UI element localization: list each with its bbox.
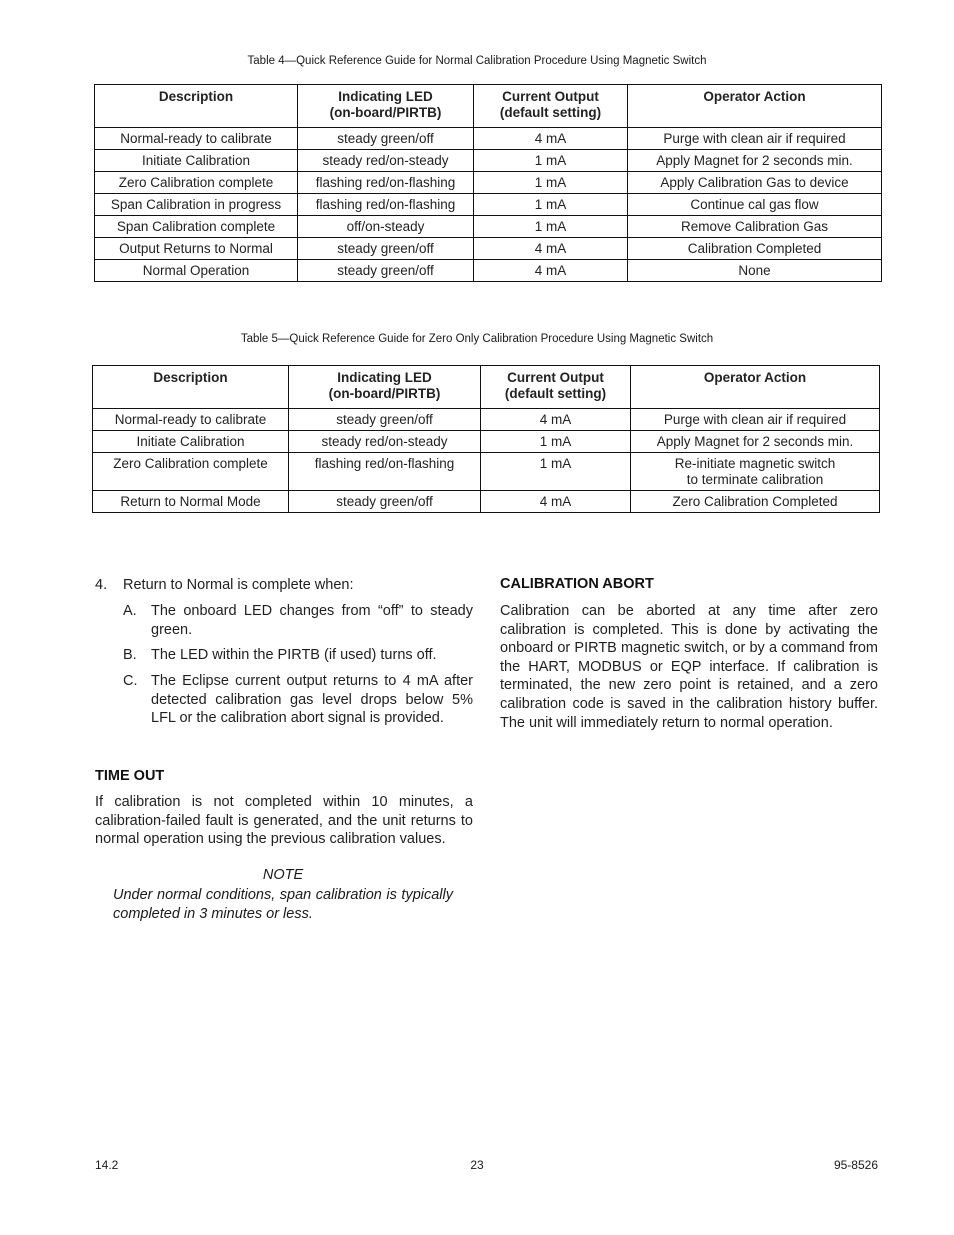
- table4-header-description: Description: [95, 85, 298, 128]
- table-row: [93, 409, 880, 431]
- step4-item-c-text: The Eclipse current output returns to 4 mA after detected calibration gas level drops below 5% LFL or the calibration abort signal is provided.: [151, 673, 473, 727]
- table-cell: Purge with clean air if required: [631, 409, 880, 431]
- calibration-abort-heading: CALIBRATION ABORT: [500, 576, 654, 592]
- time-out-text: If calibration is not completed within 10 minutes, a calibration-failed fault is generated, and the unit returns to normal operation using the previous calibration values.: [95, 794, 473, 848]
- table4-header-row: [95, 85, 882, 128]
- table-cell: 4 mA: [481, 409, 631, 431]
- footer-section-number: 14.2: [95, 1158, 119, 1172]
- table-row: [95, 172, 882, 194]
- table-cell: Return to Normal Mode: [93, 491, 289, 513]
- table-cell: Output Returns to Normal: [95, 238, 298, 260]
- table-cell: Normal-ready to calibrate: [93, 409, 289, 431]
- table-row: [95, 238, 882, 260]
- table-cell: 1 mA: [474, 150, 628, 172]
- table-cell: 1 mA: [474, 172, 628, 194]
- table-row: [93, 491, 880, 513]
- table-cell: Span Calibration complete: [95, 216, 298, 238]
- table-cell: Continue cal gas flow: [628, 194, 882, 216]
- table-cell: Apply Magnet for 2 seconds min.: [631, 431, 880, 453]
- table-cell: 4 mA: [474, 128, 628, 150]
- table-cell: steady red/on-steady: [289, 431, 481, 453]
- table4-header-current: Current Output (default setting): [474, 85, 628, 128]
- table-cell: steady red/on-steady: [298, 150, 474, 172]
- table-cell: flashing red/on-flashing: [289, 453, 481, 491]
- table4: [94, 84, 882, 282]
- table-row: [95, 216, 882, 238]
- table-cell: Apply Calibration Gas to device: [628, 172, 882, 194]
- table-cell: 1 mA: [474, 216, 628, 238]
- table-cell: Purge with clean air if required: [628, 128, 882, 150]
- step4-item-c-letter: C.: [123, 673, 138, 689]
- table4-caption: Table 4—Quick Reference Guide for Normal Calibration Procedure Using Magnetic Switch: [247, 55, 707, 67]
- table-cell: Initiate Calibration: [95, 150, 298, 172]
- step4-number: 4.: [95, 577, 108, 593]
- table-cell: Zero Calibration Completed: [631, 491, 880, 513]
- table-row: [93, 431, 880, 453]
- table-cell: 4 mA: [474, 238, 628, 260]
- table5-header-led: Indicating LED (on-board/PIRTB): [289, 366, 481, 409]
- table-row: [95, 128, 882, 150]
- table-cell: Calibration Completed: [628, 238, 882, 260]
- note-text: Under normal conditions, span calibration is typically completed in 3 minutes or less.: [113, 887, 453, 922]
- table-cell: steady green/off: [298, 128, 474, 150]
- table-cell: Normal Operation: [95, 260, 298, 282]
- table-cell: Remove Calibration Gas: [628, 216, 882, 238]
- table-row: [95, 150, 882, 172]
- table-cell: steady green/off: [289, 409, 481, 431]
- table-cell: Re-initiate magnetic switch to terminate calibration: [631, 453, 880, 491]
- table-cell: Initiate Calibration: [93, 431, 289, 453]
- table4-header-led: Indicating LED (on-board/PIRTB): [298, 85, 474, 128]
- table-cell: 1 mA: [481, 453, 631, 491]
- step4-item-a-letter: A.: [123, 603, 137, 619]
- time-out-heading: TIME OUT: [95, 768, 165, 784]
- table-cell: 1 mA: [481, 431, 631, 453]
- table-cell: steady green/off: [298, 238, 474, 260]
- step4-item-b-text: The LED within the PIRTB (if used) turns off.: [151, 647, 437, 663]
- step4-text: Return to Normal is complete when:: [123, 577, 354, 593]
- table-cell: Apply Magnet for 2 seconds min.: [628, 150, 882, 172]
- table4-header-action: Operator Action: [628, 85, 882, 128]
- footer-page-number: 23: [470, 1158, 484, 1172]
- table-row: [95, 260, 882, 282]
- calibration-abort-text: Calibration can be aborted at any time after zero calibration is completed. This is done by activating the onboard or PIRTB magnetic switch, or by a command from the HART, MODBUS or EQP interface. If calibration is terminated, the new zero point is retained, and a zero calibration code is saved in the calibration history buffer. The unit will immediately return to normal operation.: [500, 603, 878, 731]
- table-cell: 4 mA: [474, 260, 628, 282]
- table-cell: Span Calibration in progress: [95, 194, 298, 216]
- table5-caption: Table 5—Quick Reference Guide for Zero Only Calibration Procedure Using Magnetic Switch: [240, 333, 714, 345]
- table-cell: Normal-ready to calibrate: [95, 128, 298, 150]
- table-cell: Zero Calibration complete: [93, 453, 289, 491]
- table5-header-current: Current Output (default setting): [481, 366, 631, 409]
- table-cell: Zero Calibration complete: [95, 172, 298, 194]
- table-row: [93, 453, 880, 491]
- table-row: [95, 194, 882, 216]
- table-cell: 1 mA: [474, 194, 628, 216]
- table-cell: steady green/off: [298, 260, 474, 282]
- footer-document-number: 95-8526: [833, 1158, 878, 1172]
- table5-header-description: Description: [93, 366, 289, 409]
- step4-item-b-letter: B.: [123, 647, 137, 663]
- step4-item-a-text: The onboard LED changes from “off” to steady green.: [151, 603, 473, 638]
- table-cell: flashing red/on-flashing: [298, 194, 474, 216]
- table-cell: off/on-steady: [298, 216, 474, 238]
- table5-header-row: [93, 366, 880, 409]
- table5-header-action: Operator Action: [631, 366, 880, 409]
- table-cell: 4 mA: [481, 491, 631, 513]
- note-title: NOTE: [262, 867, 304, 883]
- table-cell: None: [628, 260, 882, 282]
- table5: [92, 365, 880, 513]
- table-cell: steady green/off: [289, 491, 481, 513]
- table-cell: flashing red/on-flashing: [298, 172, 474, 194]
